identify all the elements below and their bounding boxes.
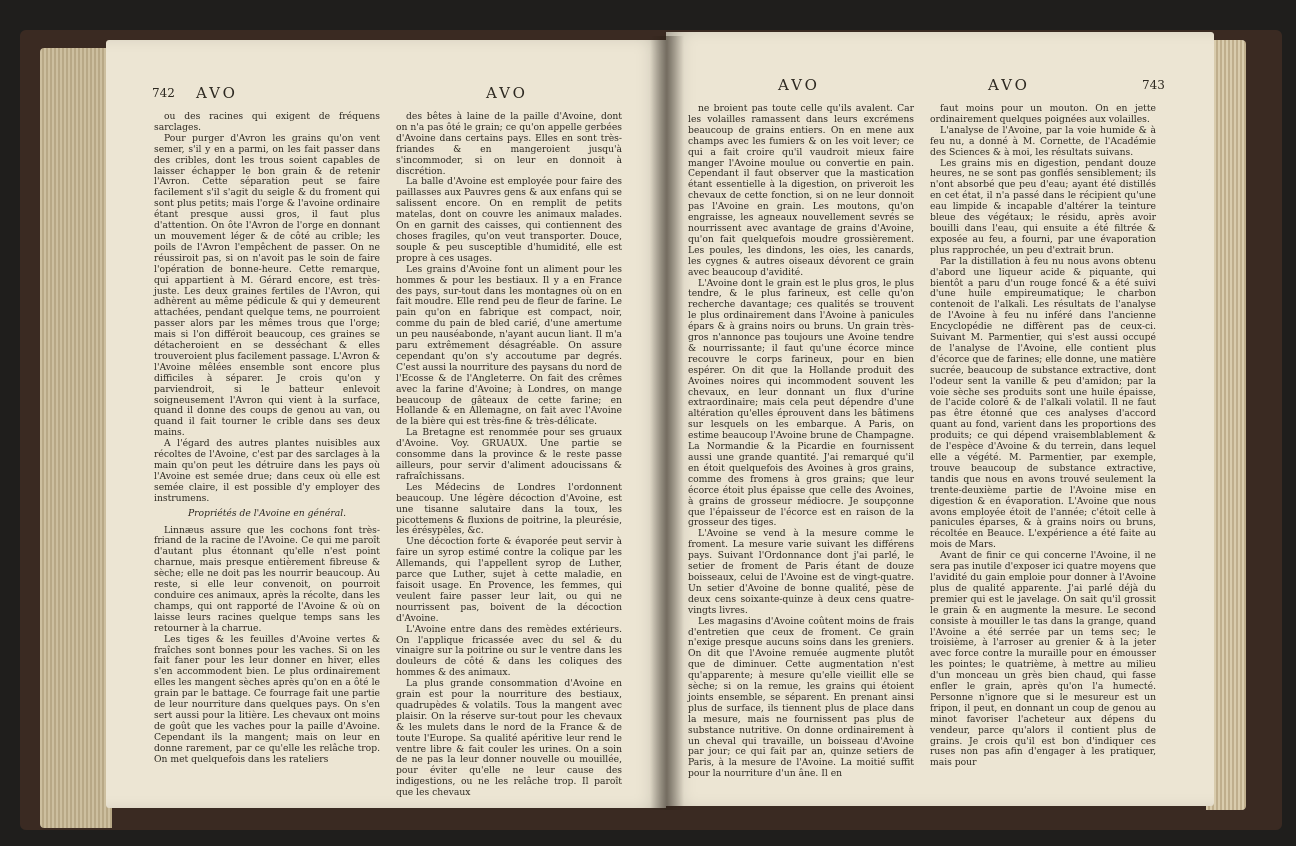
- paragraph: L'analyse de l'Avoine, par la voie humide & à feu nu, a donné à M. Cornette, de l'Académie des Sciences & à moi, les résultats suivans.: [930, 124, 1156, 158]
- head-word: AVO: [778, 76, 820, 94]
- paragraph: Une décoction forte & évaporée peut servir à faire un syrop estimé contre la colique par les Allemands, qui l'appellent syrop de Luther, parce que Luther, sujet à cette maladie, en faisoit usage. En Provence, les femmes, qui veulent faire passer leur lait, ou qui ne nourrissent pas, boivent de la décoction d'Avoine.: [396, 536, 622, 624]
- paragraph: La plus grande consommation d'Avoine en grain est pour la nourriture des bestiaux, quadrupèdes & volatils. Tous la mangent avec plaisir. On la réserve sur-tout pour les chevaux & les mulets dans le nord de la France & de toute l'Europe. Sa qualité apéritive leur rend le ventre libre & fait couler les urines. On a soin de ne pas la leur donner nouvelle ou mouillée, pour éviter qu'elle ne leur cause des indigestions, ou ne les relâche trop. Il paroît que les chevaux: [396, 678, 622, 799]
- text-column: [396, 111, 622, 799]
- paragraph: La balle d'Avoine est employée pour faire des paillasses aux Pauvres gens & aux enfans qui se salissent encore. On en remplit de petits matelas, dont on couvre les animaux malades. On en garnit des caisses, qui contiennent des choses fragiles, qu'on veut transporter. Douce, souple & peu susceptible d'humidité, elle est propre à ces usages.: [396, 176, 622, 264]
- paragraph: Linnæus assure que les cochons font très-friand de la racine de l'Avoine. Ce qui me paroît d'autant plus étonnant qu'elle n'est point charnue, mais presque entièrement fibreuse & sèche; elle ne doit pas les nourrir beaucoup. Au reste, si elle leur convenoit, on pourroit conduire ces animaux, après la récolte, dans les champs, qui ont rapporté de l'Avoine & où on laisse leurs racines quelque temps sans les retourner à la charrue.: [154, 524, 380, 634]
- paragraph: Les grains mis en digestion, pendant douze heures, ne se sont pas gonflés sensiblement; ils n'ont absorbé que peu d'eau; ayant été distillés en cet état, il n'a passé dans le récipient qu'une eau limpide & incapable d'altérer la teinture bleue des végétaux; le résidu, après avoir bouilli dans l'eau, qui ensuite a été filtrée & exposée au feu, a fourni, par une évaporation plus rapprochée, un peu d'extrait brun.: [930, 157, 1156, 256]
- head-word: AVO: [196, 84, 238, 102]
- page-edges-left: [40, 48, 112, 828]
- paragraph: faut moins pour un mouton. On en jette ordinairement quelques poignées aux volailles.: [930, 103, 1156, 125]
- paragraph: ne broient pas toute celle qu'ils avalent. Car les volailles ramassent dans leurs excrémens beaucoup de grains entiers. On en mene aux champs avec les fumiers & on les voit lever; ce qui a fait croire qu'il vaudroit mieux faire manger l'Avoine moulue ou convertie en pain. Cependant il faut observer que la mastication étant essentielle à la digestion, on priveroit les chevaux de cette fonction, si on ne leur donnoit pas l'Avoine en grain. Les moutons, qu'on engraisse, les agneaux nouvellement sevrés se nourrissent avec avantage de grains d'Avoine, qu'on fait quelquefois moudre grossièrement. Les poules, les dindons, les oies, les canards, les cygnes & autres oiseaux dévorent ce grain avec beaucoup d'avidité.: [688, 103, 914, 278]
- paragraph: des bêtes à laine de la paille d'Avoine, dont on n'a pas ôté le grain; ce qu'on appelle gerbées d'Avoine dans certains pays. Elles en sont très-friandes & en mangeroient jusqu'à s'incommoder, si on leur en donnoit à discrétion.: [396, 111, 622, 177]
- head-word: AVO: [486, 84, 528, 102]
- right-running-head: [666, 76, 1214, 96]
- paragraph: Avant de finir ce qui concerne l'Avoine, il ne sera pas inutile d'exposer ici quatre moyens que l'avidité du gain emploie pour donner à l'Avoine plus de qualité apparente. J'ai parlé déjà du premier qui est le javelage. On sait qu'il grossit le grain & en augmente la mesure. Le second consiste à mouiller le tas dans la grange, quand l'Avoine a été serrée par un tems sec; le troisième, à l'arroser au grenier & à la jeter avec force contre la muraille pour en émousser les pointes; le quatrième, à mettre au milieu d'un monceau un grès bien chaud, qui fasse enfler le grain, après qu'on l'a humecté. Personne n'ignore que si le mesureur est un fripon, il peut, en donnant un coup de genou au minot favoriser l'acheteur aux dépens du vendeur, parce qu'alors il contient plus de grains. Je crois qu'il est bon d'indiquer ces ruses non pas afin d'engager à les pratiquer, mais pour: [930, 550, 1156, 769]
- head-word: AVO: [988, 76, 1030, 94]
- paragraph: Les tiges & les feuilles d'Avoine vertes & fraîches sont bonnes pour les vaches. Si on les fait faner pour les leur donner en hiver, elles s'en accommodent bien. Le plus ordinairement elles les mangent sèches après qu'on en a ôté le grain par le battage. Ce fourrage fait une partie de leur nourriture dans quelques pays. On s'en sert aussi pour la litière. Les chevaux ont moins de goût que les vaches pour la paille d'Avoine. Cependant ils la mangent; mais on leur en donne rarement, par ce qu'elle les relâche trop. On met quelquefois dans les rateliers: [154, 633, 380, 765]
- paragraph: Les grains d'Avoine font un aliment pour les hommes & pour les bestiaux. Il y a en France des pays, sur-tout dans les montagnes où on en fait moudre. Elle rend peu de fleur de farine. Le pain qu'on en fabrique est compact, noir, comme du pain de bled carié, d'une amertume un peu nauséabonde, n'ayant aucun liant. Il m'a paru extrêmement désagréable. On assure cependant qu'on s'y accoutume par degrés. C'est aussi la nourriture des paysans du nord de l'Ecosse & de l'Angleterre. On fait des crêmes avec la farine d'Avoine; à Londres, on mange beaucoup de gâteaux de cette farine; en Hollande & en Allemagne, on fait avec l'Avoine de la bière qui est très-fine & très-délicate.: [396, 263, 622, 428]
- paragraph: L'Avoine entre dans des remèdes extérieurs. On l'applique fricassée avec du sel & du vinaigre sur la poitrine ou sur le ventre dans les douleurs de côté & dans les coliques des hommes & des animaux.: [396, 623, 622, 679]
- paragraph: Les Médecins de Londres l'ordonnent beaucoup. Une légère décoction d'Avoine, est une tisanne salutaire dans la toux, les picottemens & fluxions de poitrine, la pleurésie, les érésypèles, &c.: [396, 481, 622, 537]
- page-number: 743: [1142, 78, 1165, 92]
- paragraph: L'Avoine dont le grain est le plus gros, le plus tendre, & le plus farineux, est celle qu'on recherche davantage; ces qualités se trouvent le plus ordinairement dans l'Avoine à panicules épars & à grains noirs ou bruns. Un grain très-gros n'annonce pas toujours une Avoine tendre & nourrissante; il faut qu'une écorce mince recouvre le corps farineux, pour en bien espérer. On dit que la Hollande produit des Avoines noires qui incommodent souvent les chevaux, en leur donnant un flux d'urine extraordinaire; mais cela peut dépendre d'une altération qu'elles éprouvent dans les bâtimens sur lesquels on les embarque. A Paris, on estime beaucoup l'Avoine brune de Champagne. La Normandie & la Picardie en fournissent aussi une grande quantité. J'ai remarqué qu'il en étoit quelquefois des Avoines à gros grains, comme des fromens à gros grains; que leur écorce étoit plus épaisse que celle des Avoines, à grains de grosseur médiocre. Je soupçonne que l'épaisseur de l'écorce est en raison de la grosseur des tiges.: [688, 277, 914, 529]
- paragraph: L'Avoine se vend à la mesure comme le froment. La mesure varie suivant les différens pays. Suivant l'Ordonnance dont j'ai parlé, le setier de froment de Paris étant de douze boisseaux, celui de l'Avoine est de vingt-quatre. Un setier d'Avoine de bonne qualité, pèse de deux cens soixante-quinze à deux cens quatre-vingts livres.: [688, 528, 914, 616]
- page-number: 742: [152, 86, 175, 100]
- paragraph: Par la distillation à feu nu nous avons obtenu d'abord une liqueur acide & piquante, qui bientôt a paru d'un rouge foncé & a été suivi d'une huile empireumatique; le charbon contenoit de l'alkali. Les résultats de l'analyse de l'Avoine à feu nu inféré dans l'ancienne Encyclopédie ne diffèrent pas de ceux-ci. Suivant M. Parmentier, qui s'est aussi occupé de l'analyse de l'Avoine, elle contient plus d'écorce que de farines; elle donne, une matière sucrée, beaucoup de substance extractive, dont l'odeur sent la vanille & peu d'amidon; par la voie sèche ses produits sont une huile épaisse, de l'acide coloré & de l'alkali volatil. Il ne faut pas être étonné que ces analyses d'accord quant au fond, varient dans les proportions des produits; ce qui dépend vraisemblablement & de l'espèce d'Avoine & du terrein, dans lequel elle a végété. M. Parmentier, par exemple, trouve beaucoup de substance extractive, tandis que nous en avons trouvé seulement la trente-deuxième partie de l'Avoine mise en digestion & en évaporation. L'Avoine que nous avons employée étoit de l'année; c'étoit celle à panicules éparses, & à grains noirs ou bruns, récoltée en Beauce. L'expérience a été faite au mois de Mars.: [930, 255, 1156, 551]
- left-page: [106, 40, 666, 808]
- text-column: [154, 112, 380, 792]
- text-column: [688, 104, 914, 784]
- paragraph: ou des racines qui exigent de fréquens sarclages.: [154, 111, 380, 133]
- left-running-head: [106, 84, 666, 104]
- paragraph: A l'égard des autres plantes nuisibles aux récoltes de l'Avoine, c'est par des sarclages à la main qu'on peut les détruire dans les pays où l'Avoine est semée drue; dans ceux où elle est semée claire, il est possible d'y employer des instrumens.: [154, 438, 380, 504]
- paragraph: La Bretagne est renommée pour ses gruaux d'Avoine. Voy. GRUAUX. Une partie se consomme dans la province & le reste passe ailleurs, pour servir d'aliment adoucissans & rafraîchissans.: [396, 427, 622, 482]
- right-page: [666, 32, 1214, 806]
- text-column: [930, 104, 1156, 784]
- section-title: Propriétés de l'Avoine en général.: [187, 507, 347, 519]
- paragraph: Les magasins d'Avoine coûtent moins de frais d'entretien que ceux de froment. Ce grain n'exige presque aucuns soins dans les greniers. On dit que l'Avoine remuée augmente plutôt que de diminuer. Cette augmentation n'est qu'apparente; à mesure qu'elle vieillit elle se sèche; si on la remue, les grains qui étoient joints ensemble, se séparent. En prenant ainsi plus de surface, ils tiennent plus de place dans la mesure, mais ne fournissent pas plus de substance nutritive. On donne ordinairement à un cheval qui travaille, un boisseau d'Avoine par jour; ce qui fait par an, quinze setiers de Paris, à la mesure de l'Avoine. La moitié suffit pour la nourriture d'un âne. Il en: [688, 615, 914, 780]
- paragraph: Pour purger d'Avron les grains qu'on vent semer, s'il y en a parmi, on les fait passer dans des cribles, dont les trous soient capables de laisser échapper le bon grain & de retenir l'Avron. Cette séparation peut se faire facilement s'il s'agit du seigle & du froment qui sont plus petits; mais l'orge & l'avoine ordinaire étant presque aussi gros, il faut plus d'attention. On ôte l'Avron de l'orge en donnant un mouvement léger & de côté au crible; les poils de l'Avron l'empêchent de passer. On ne réussiroit pas, si on n'avoit pas le soin de faire l'opération de bonne-heure. Cette remarque, qui appartient à M. Gérard encore, est très-juste. Les deux graines fertiles de l'Avron, qui adhèrent au même pédicule & qui y demeurent attachées, pendant quelque tems, ne pourroient passer alors par les mêmes trous que l'orge; mais si l'on différoit beaucoup, ces graines se détacheroient en se desséchant & elles trouveroient plus facilement passage. L'Avron & l'Avoine mêlées ensemble sont encore plus difficiles à séparer. Je crois qu'on y parviendroit, si le batteur enlevoit soigneusement l'Avron qui vient à la surface, quand il donne des coups de genou au van, ou quand il fait tourner le crible dans ses deux mains.: [154, 132, 380, 439]
